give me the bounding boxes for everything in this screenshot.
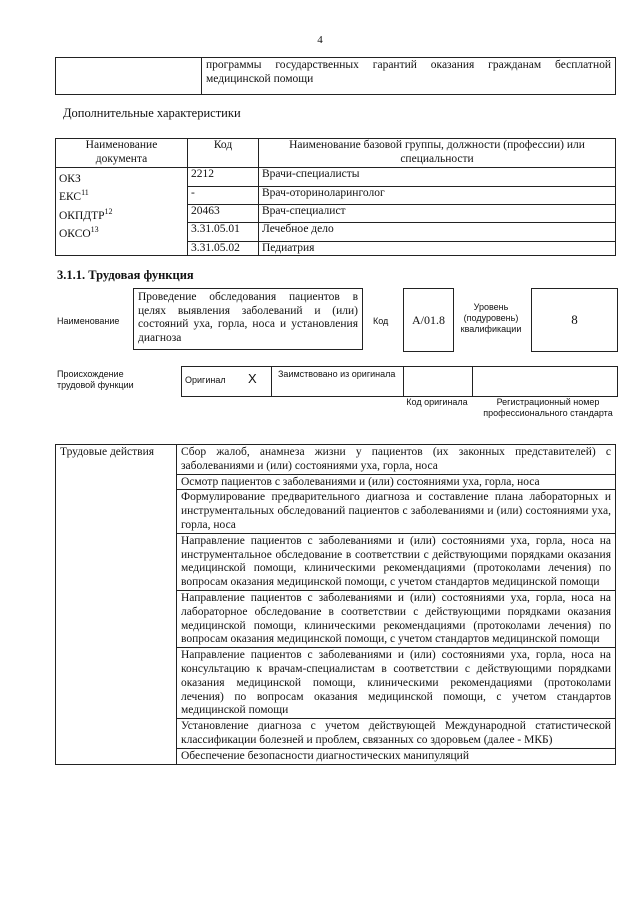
header-group-name: Наименование базовой группы, должности (профессии) или специальности [259,139,616,168]
code-cell: 20463 [188,205,259,223]
function-name-label: Наименование [57,316,120,326]
page-number: 4 [317,34,323,46]
qualification-level-value: 8 [531,288,618,352]
code-original-label: Код оригинала [406,397,468,407]
labor-action-item: Сбор жалоб, анамнеза жизни у пациентов (их законных представителей) с заболеваниями и (или) состояниями уха, горла, носа [177,445,616,475]
code-cell: - [188,186,259,204]
function-name-value: Проведение обследования пациентов в целях выявления заболеваний и (или) состояний уха, горла, носа и установления диагноза [133,288,363,350]
header-document: Наименование документа [56,139,188,168]
table-row [56,168,616,187]
name-cell: Врач-специалист [259,205,616,223]
continuation-left-cell [56,58,202,95]
table-row [56,223,616,241]
doc-cell: ОКПДТР$^{12}$ [56,205,188,223]
continuation-table [55,57,616,95]
function-code-label: Код [373,316,389,326]
labor-action-item: Установление диагноза с учетом действующей Международной статистической классификации болезней и проблем, связанных со здоровьем (далее - МКБ) [177,719,616,749]
name-cell: Педиатрия [259,241,616,256]
function-code-value: A/01.8 [403,288,454,352]
table-row [56,205,616,223]
doc-cell: ОКЗ [56,168,188,187]
registration-number-label: Регистрационный номер профессионального стандарта [483,397,613,418]
labor-actions-table [55,444,616,765]
origin-divider [403,366,404,396]
name-cell: Врачи-специалисты [259,168,616,187]
labor-action-item: Осмотр пациентов с заболеваниями и (или) состояниями уха, горла, носа [177,474,616,490]
doc-cell: ОКСО$^{13}$ [56,223,188,241]
section-heading: 3.1.1. Трудовая функция [57,268,194,282]
additional-characteristics-table [55,138,616,256]
labor-action-item: Обеспечение безопасности диагностических манипуляций [177,748,616,764]
labor-action-item: Формулирование предварительного диагноза и составление плана лабораторных и инструментальных обследований пациентов с заболеваниями и (или) состояниями уха, горла, носа [177,490,616,533]
labor-action-item: Направление пациентов с заболеваниями и (или) состояниями уха, горла, носа на лабораторное обследование в соответствии с действующими порядками оказания медицинской помощи, клиническими рекомендациями (протоколами лечения) по вопросам оказания медицинской помощи, с учетом стандартов медицинской помощи [177,590,616,647]
labor-actions-label: Трудовые действия [56,445,177,765]
table-row [56,186,616,204]
code-cell: 3.31.05.01 [188,223,259,241]
origin-divider [472,366,473,396]
origin-original-label: Оригинал [185,375,226,385]
name-cell: Лечебное дело [259,223,616,241]
labor-action-item: Направление пациентов с заболеваниями и (или) состояниями уха, горла, носа на консультацию к врачам-специалистам в соответствии с действующими порядками оказания медицинской помощи, клиническими рекомендациями (протоколами лечения) по вопросам оказания медицинской помощи, с учетом стандартов медицинской помощи [177,648,616,719]
continuation-text: программы государственных гарантий оказания гражданам бесплатной медицинской помощи [202,58,616,95]
origin-borrowed-label: Заимствовано из оригинала [278,369,396,379]
code-cell: 3.31.05.02 [188,241,259,256]
doc-cell: ЕКС$^{11}$ [56,186,188,204]
origin-box [181,366,618,397]
labor-action-item: Направление пациентов с заболеваниями и (или) состояниями уха, горла, носа на инструментальное обследование в соответствии с действующими порядками оказания медицинской помощи, клиническими рекомендациями (протоколами лечения) по вопросам оказания медицинской помощи, с учетом стандартов медицинской помощи [177,533,616,590]
additional-characteristics-title: Дополнительные характеристики [63,106,241,120]
doc-cell [56,241,188,256]
header-code: Код [188,139,259,168]
origin-label: Происхождение трудовой функции [57,369,134,390]
origin-divider [271,366,272,396]
name-cell: Врач-оториноларинголог [259,186,616,204]
origin-original-mark: X [248,371,257,386]
code-cell: 2212 [188,168,259,187]
table-row [56,241,616,256]
qualification-level-label: Уровень (подуровень) квалификации [460,302,522,334]
